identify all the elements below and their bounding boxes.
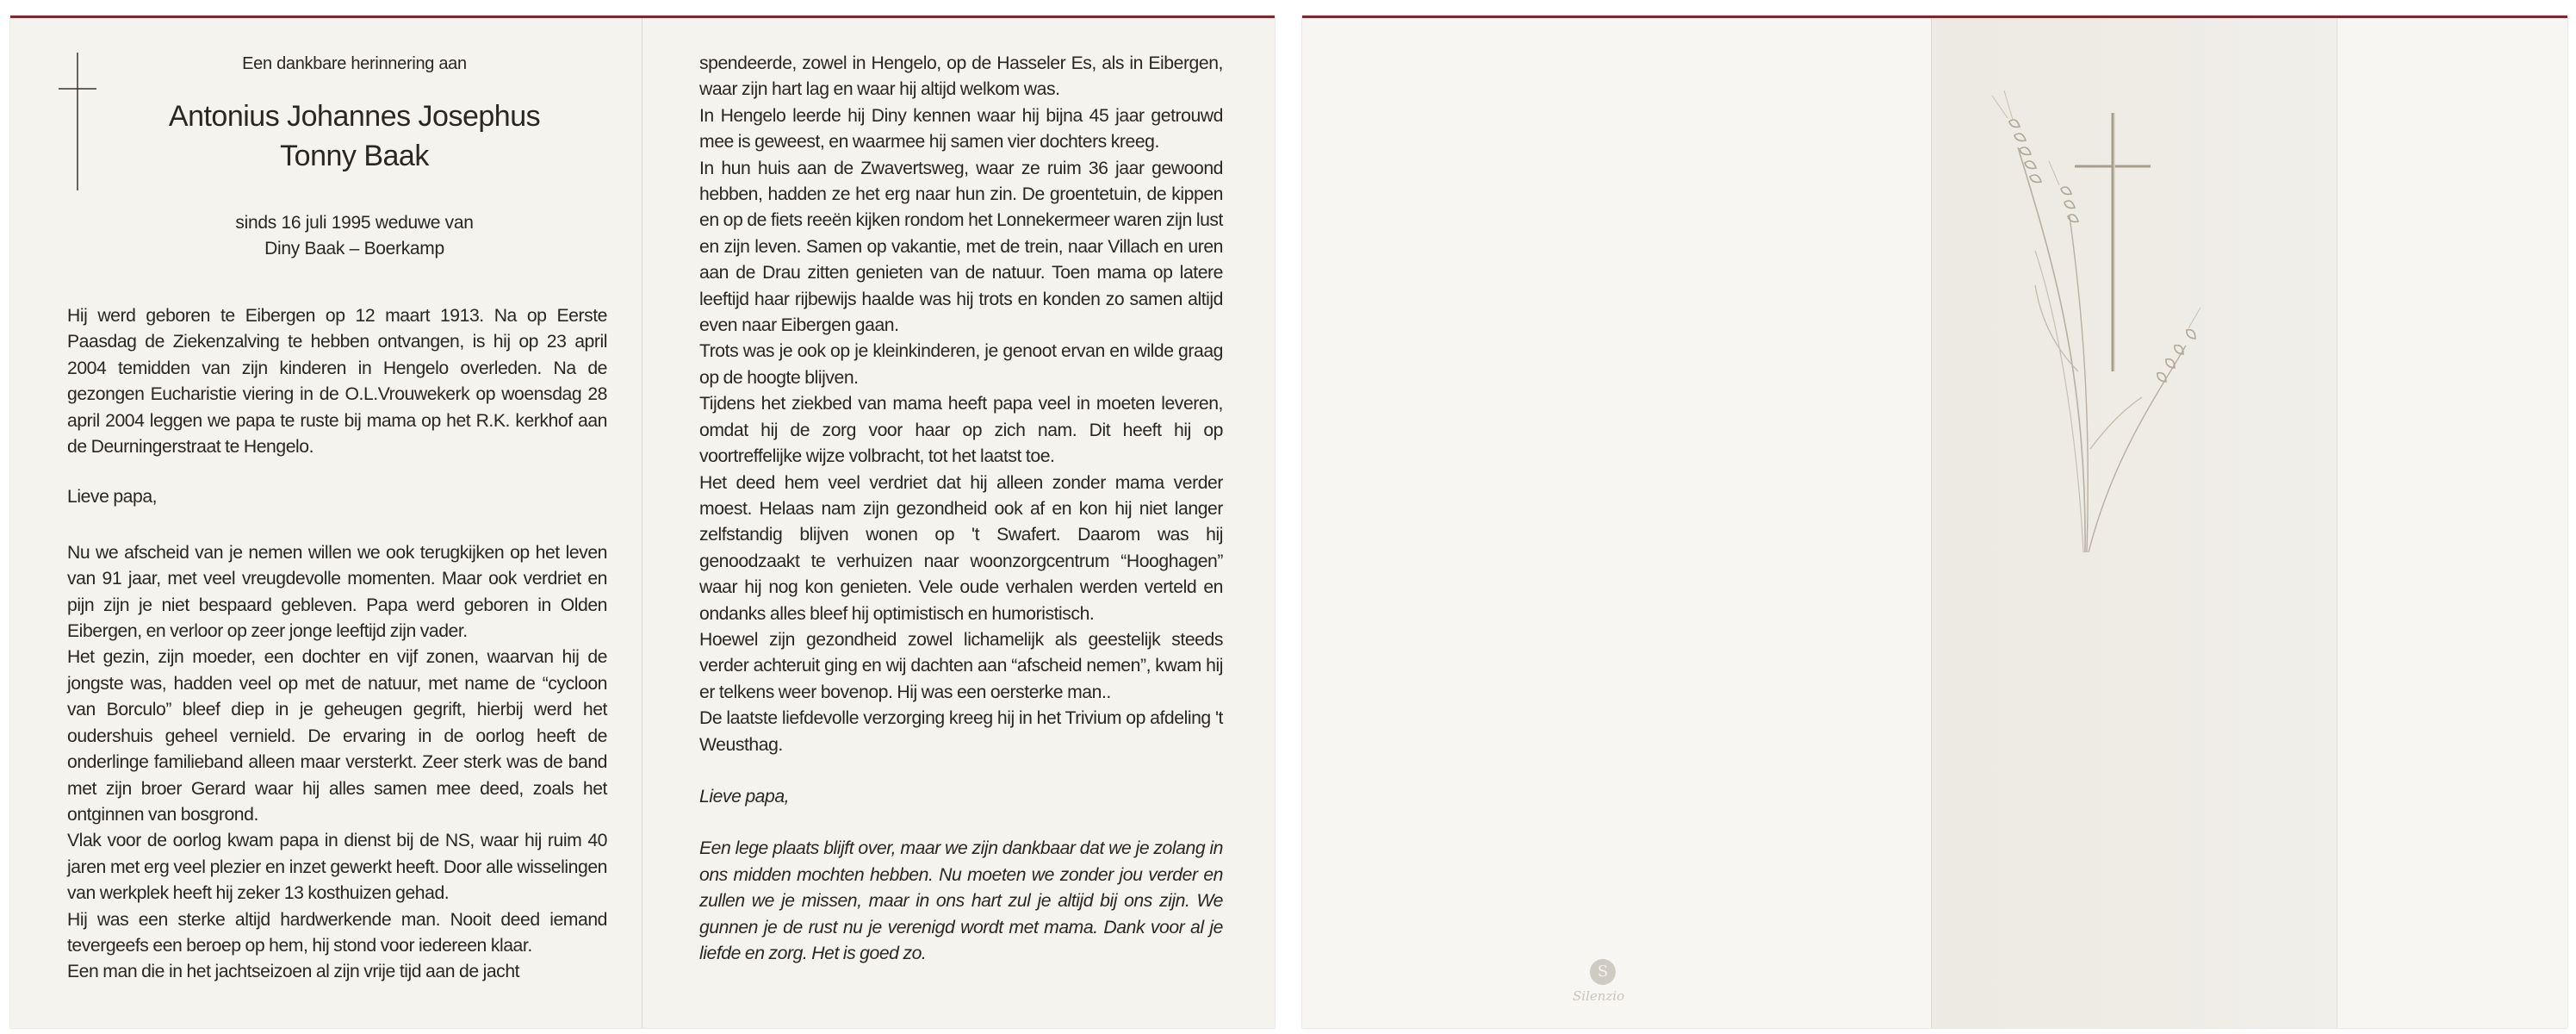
paragraph: In hun huis aan de Zwavertsweg, waar ze ruim 36 jaar gewoond hebben, hadden ze het erg naar hun zin. De groentetuin, de kippen en op de fiets reeën kijken rondom het Lonnekermeer waren zijn lust en zijn leven. Samen op vakantie, met de trein, naar Villach en uren aan de Drau zitten genieten van de natuur. Toen mama op latere leeftijd haar rijbewijs haalde was hij trots en konden zo samen altijd even naar Eibergen gaan. <box>699 158 1223 336</box>
memorial-card-cover <box>1302 16 2567 1028</box>
paragraph: Hoewel zijn gezondheid zowel lichamelijk als geestelijk steeds verder achteruit ging en wij dachten aan “afscheid nemen”, kwam hij er telkens weer bovenop. Hij was een oersterke man.. <box>699 629 1223 702</box>
deceased-call-name: Tonny Baak <box>280 140 429 172</box>
biography-text <box>67 303 607 986</box>
deceased-full-name: Antonius Johannes Josephus <box>168 100 541 133</box>
paragraph: Tijdens het ziekbed van mama heeft papa veel in moeten leveren, omdat hij de zorg voor haar op zich nam. Dit heeft hij op voortreffelijke wijze volbracht, tot het laatst toe. <box>699 394 1223 467</box>
paragraph: Trots was je ook op je kleinkinderen, je genoot ervan en wilde graag op de hoogte blijven. <box>699 341 1223 388</box>
paragraph: spendeerde, zowel in Hengelo, op de Hasseler Es, als in Eibergen, waar zijn hart lag en waar hij altijd welkom was. <box>699 53 1223 100</box>
salutation: Lieve papa, <box>67 487 158 508</box>
inside-page-left <box>10 18 642 1028</box>
paragraph: Vlak voor de oorlog kwam papa in dienst bij de NS, waar hij ruim 40 jaren met erg veel plezier en inzet gewerkt heeft. Door alle wisselingen van werkplek heeft hij zeker 13 kosthuizen gehad. <box>67 831 607 904</box>
cover-flap <box>1931 18 2337 1028</box>
paragraph: Het deed hem veel verdriet dat hij alleen zonder mama verder moest. Helaas nam zijn gezondheid ook af en kon hij niet langer zelfstandig blijven wonen op 't Swafert. Daarom was hij genoodzaakt te verhuizen naar woonzorgcentrum “Hooghagen” waar hij nog kon genieten. Vele oude verhalen werden verteld en ondanks alles bleef hij optimistisch en humoristisch. <box>699 472 1223 624</box>
spouse-name: Diny Baak – Boerkamp <box>264 239 444 258</box>
publisher-logo-icon: S <box>1590 959 1616 985</box>
salutation: Lieve papa, <box>699 786 790 807</box>
cross-with-wheat-icon <box>1983 87 2207 570</box>
cross-icon <box>59 53 96 190</box>
paragraph: Nu we afscheid van je nemen willen we ook terugkijken op het leven van 91 jaar, met veel vreugdevolle momenten. Maar ook verdriet en pijn zijn je niet bespaard gebleven. Papa werd geboren in Olden Eibergen, en verloor op zeer jonge leeftijd zijn vader. <box>67 542 607 642</box>
inside-page-right <box>642 18 1275 1028</box>
widower-note <box>102 210 607 262</box>
intro-line: Een dankbare herinnering aan <box>242 54 467 73</box>
biography-text-continued <box>699 51 1223 967</box>
paragraph: De laatste liefdevolle verzorging kreeg hij in het Trivium op afdeling 't Weusthag. <box>699 708 1223 755</box>
memorial-card-inside <box>10 16 1275 1028</box>
paragraph: In Hengelo leerde hij Diny kennen waar hij bijna 45 jaar getrouwd mee is geweest, en waarmee hij samen vier dochters kreeg. <box>699 105 1223 153</box>
paragraph: Hij was een sterke altijd hardwerkende man. Nooit deed iemand tevergeefs een beroep op hem, hij stond voor iedereen klaar. <box>67 909 607 956</box>
publisher-logo-text: Silenzio <box>1573 988 1625 1004</box>
widower-date: sinds 16 juli 1995 weduwe van <box>235 213 474 233</box>
paragraph: Een man die in het jachtseizoen al zijn vrije tijd aan de jacht <box>67 962 520 982</box>
deceased-name <box>102 97 607 176</box>
paragraph: Hij werd geboren te Eibergen op 12 maart 1913. Na op Eerste Paasdag de Ziekenzalving te hebben ontvangen, is hij op 23 april 2004 temidden van zijn kinderen in Hengelo overleden. Na de gezongen Eucharistie viering in de O.L.Vrouwekerk op woensdag 28 april 2004 leggen we papa te ruste bij mama op het R.K. kerkhof aan de Deurningerstraat te Hengelo. <box>67 306 607 458</box>
paragraph: Het gezin, zijn moeder, een dochter en vijf zonen, waarvan hij de jongste was, hadden veel op met de natuur, met name de “cycloon van Borculo” bleef diep in je geheugen gegrift, hierbij werd het oudershuis geheel vernield. De ervaring in de oorlog heeft de onderlinge familieband alleen maar versterkt. Zeer sterk was de band met zijn broer Gerard waar hij alles samen mee deed, zoals het ontginnen van bosgrond. <box>67 647 607 825</box>
closing-message: Een lege plaats blijft over, maar we zijn dankbaar dat we je zolang in ons midden mochten hebben. Nu moeten we zonder jou verder en zullen we je missen, maar in ons hart zul je altijd bij ons zijn. We gunnen je de rust nu je verenigd wordt met mama. Dank voor al je liefde en zorg. Het is goed zo. <box>699 838 1223 963</box>
